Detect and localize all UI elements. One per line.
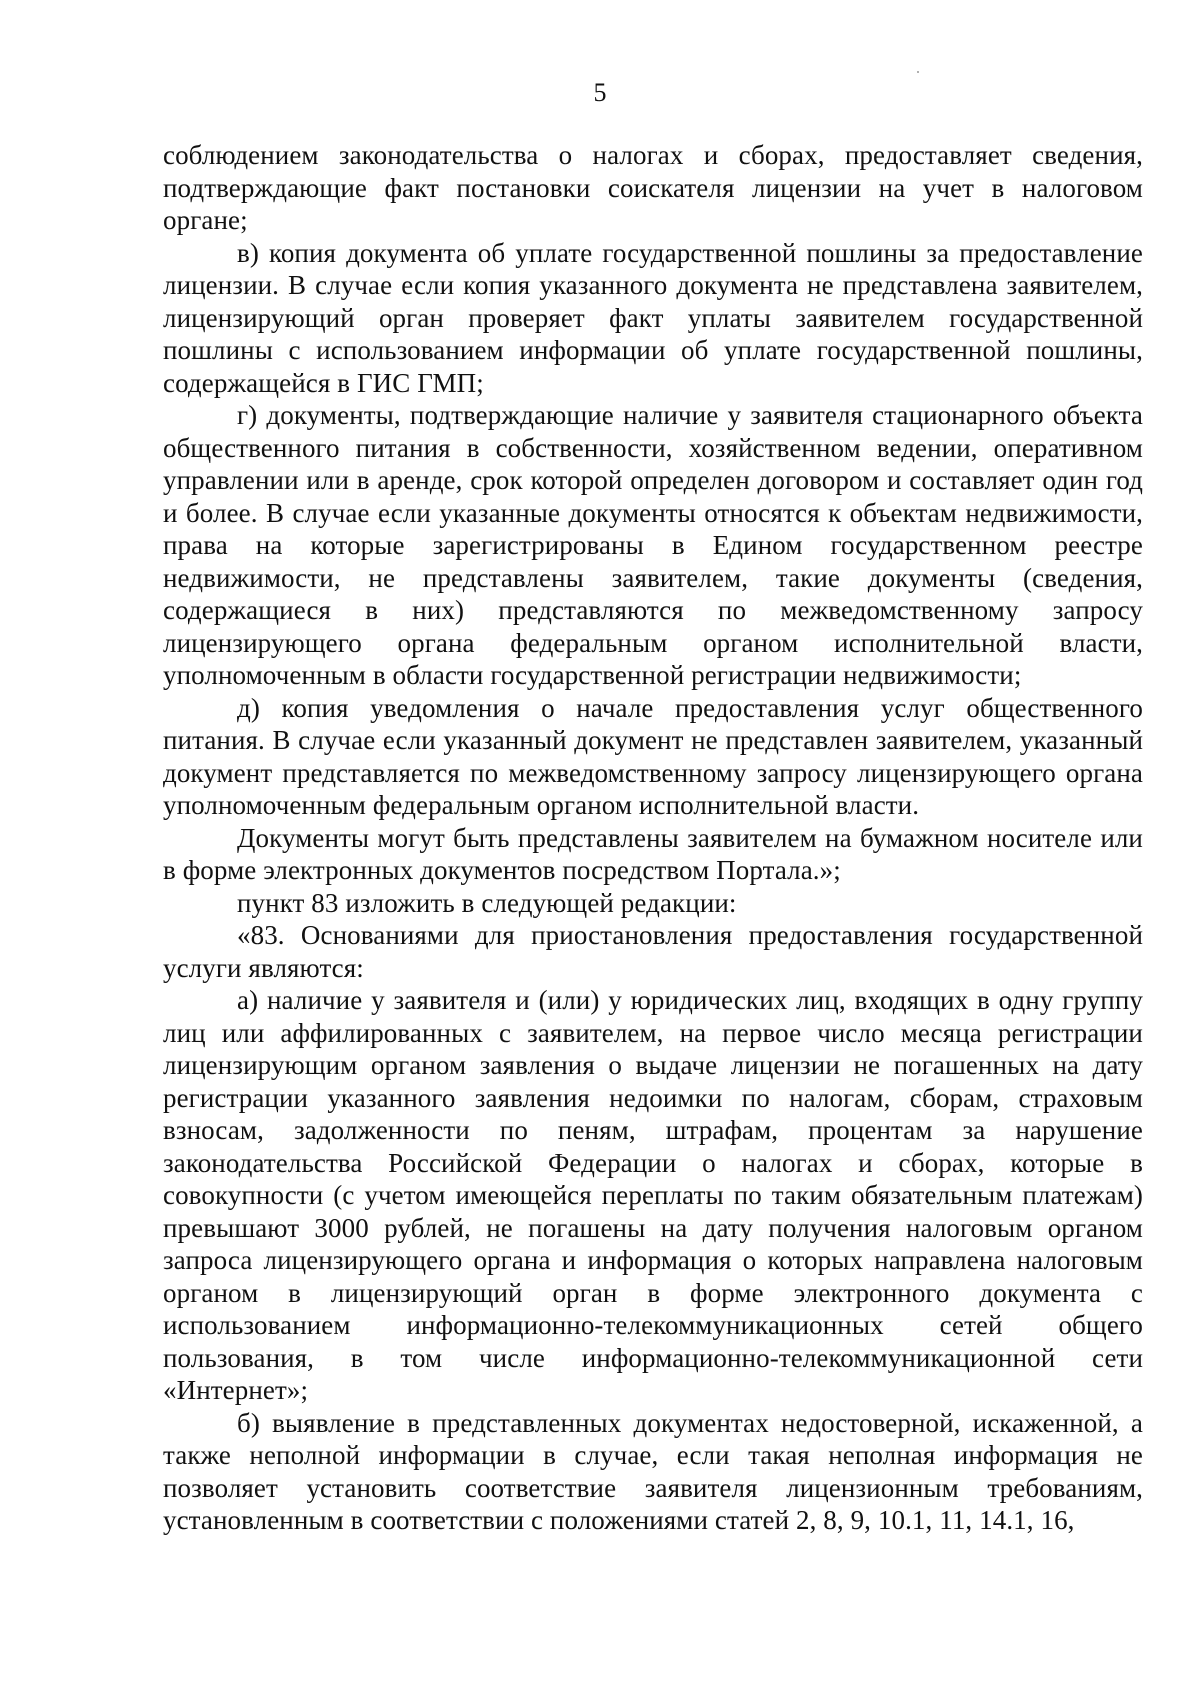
paragraph-item-d: д) копия уведомления о начале предоставления услуг общественного питания. В случае если указанный документ не представлен заявителем, указанный документ представляется по межведомственному запросу лицензирующего органа уполномоченным федеральным органом исполнительной власти. — [163, 692, 1143, 820]
paragraph-documents-form: Документы могут быть представлены заявителем на бумажном носителе или в форме электронных документов посредством Портала.»; — [163, 822, 1143, 885]
paragraph-continuation: соблюдением законодательства о налогах и сборах, предоставляет сведения, подтверждающие факт постановки соискателя лицензии на учет в налоговом органе; — [163, 140, 1143, 235]
paragraph-clause-83: «83. Основаниями для приостановления предоставления государственной услуги являются: — [163, 920, 1143, 983]
document-body — [163, 139, 1143, 1537]
scan-speck — [917, 71, 919, 73]
page-number: 5 — [593, 78, 607, 107]
paragraph-item-a: а) наличие у заявителя и (или) у юридических лиц, входящих в одну группу лиц или аффилированных с заявителем, на первое число месяца регистрации лицензирующим органом заявления о выдаче лицензии не погашенных на дату регистрации указанного заявления недоимки по налогам, сборам, страховым взносам, задолженности по пеням, штрафам, процентам за нарушение законодательства Российской Федерации о налогах и сборах, которые в совокупности (с учетом имеющейся переплаты по таким обязательным платежам) превышают 3000 рублей, не погашены на дату получения налоговым органом запроса лицензирующего органа и информация о которых направлена налоговым органом в лицензирующий орган в форме электронного документа с использованием информационно-телекоммуникационных сетей общего пользования, в том числе информационно-телекоммуникационной сети «Интернет»; — [163, 985, 1143, 1405]
paragraph-item-g: г) документы, подтверждающие наличие у заявителя стационарного объекта общественного питания в собственности, хозяйственном ведении, оперативном управлении или в аренде, срок которой определен договором и составляет один год и более. В случае если указанные документы относятся к объектам недвижимости, права на которые зарегистрированы в Едином государственном реестре недвижимости, не представлены заявителем, такие документы (сведения, содержащиеся в них) представляются по межведомственному запросу лицензирующего органа федеральным органом исполнительной власти, уполномоченным в области государственной регистрации недвижимости; — [163, 400, 1143, 690]
paragraph-item-v: в) копия документа об уплате государственной пошлины за предоставление лицензии. В случае если копия указанного документа не представлена заявителем, лицензирующий орган проверяет факт уплаты заявителем государственной пошлины с использованием информации об уплате государственной пошлины, содержащейся в ГИС ГМП; — [163, 237, 1143, 398]
paragraph-item-b: б) выявление в представленных документах недостоверной, искаженной, а также неполной информации в случае, если такая неполная информация не позволяет установить соответствие заявителя лицензионным требованиям, установленным в соответствии с положениями статей 2, 8, 9, 10.1, 11, 14.1, 16, — [163, 1407, 1143, 1535]
paragraph-amendment-intro: пункт 83 изложить в следующей редакции: — [237, 887, 737, 918]
